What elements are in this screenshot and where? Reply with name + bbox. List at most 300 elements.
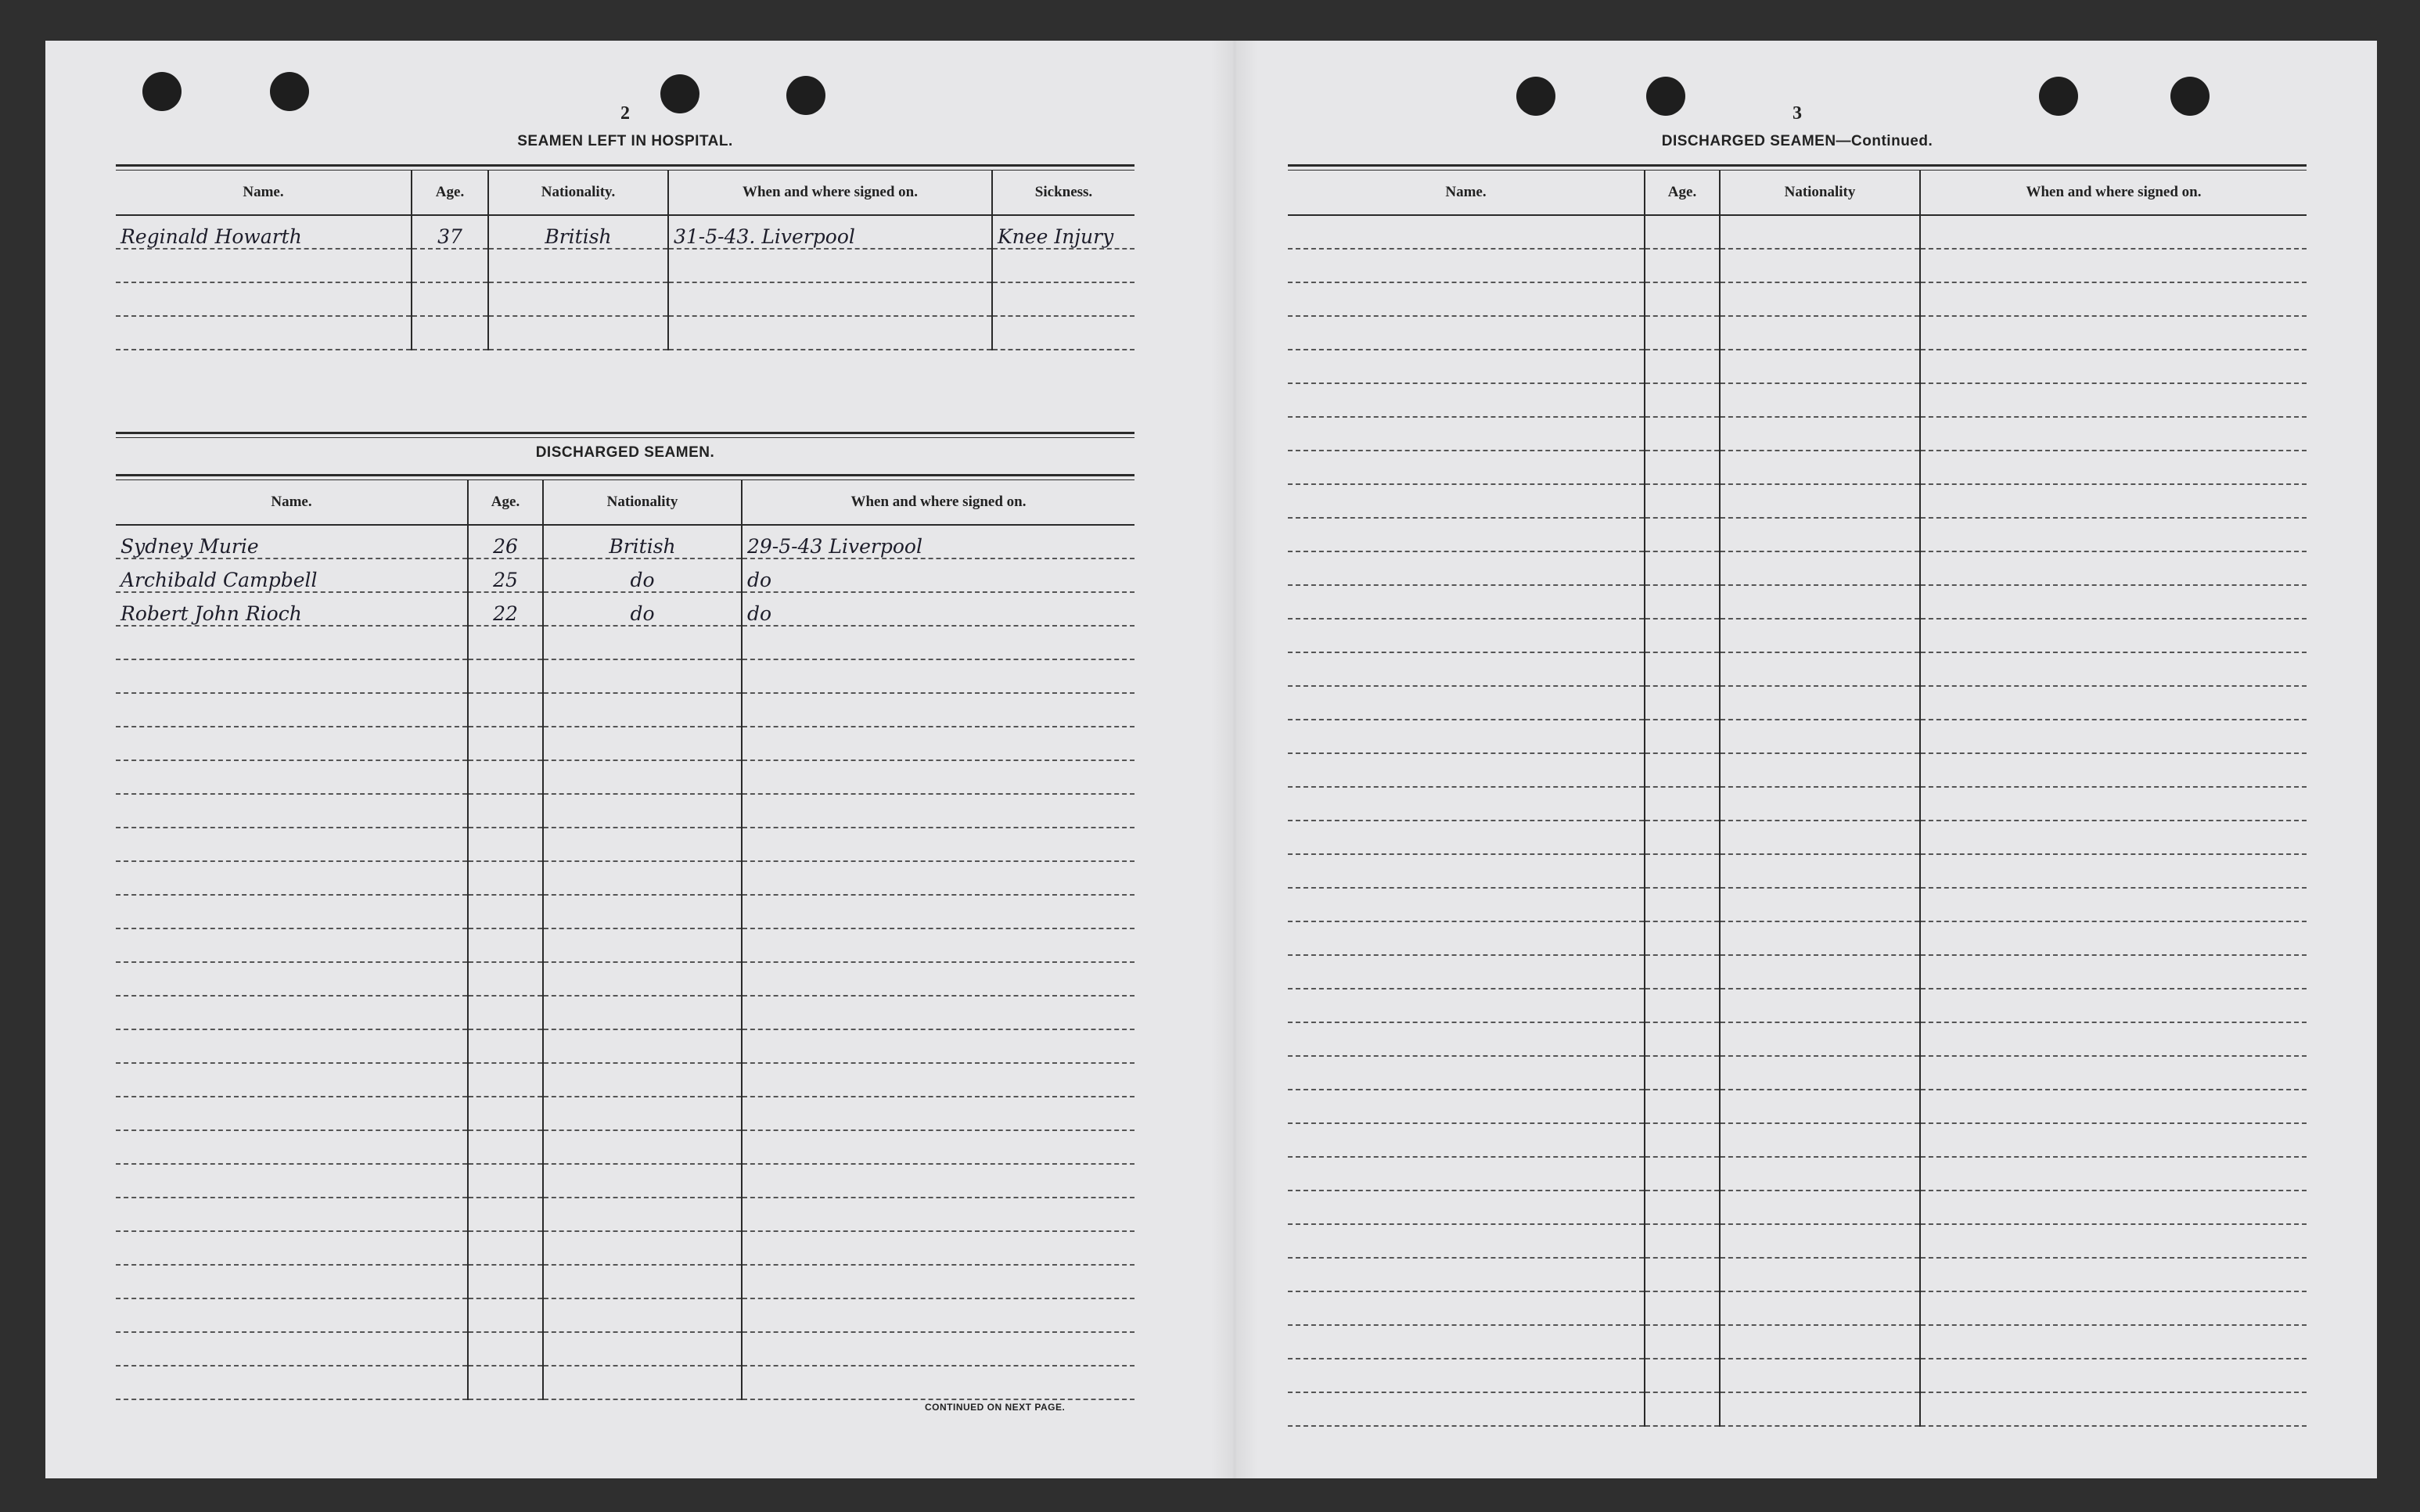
- table-cell: [1645, 955, 1720, 989]
- table-cell: [742, 794, 1134, 828]
- table-cell: [1288, 282, 1645, 316]
- table-row: [116, 558, 1134, 592]
- table-cell: [468, 895, 543, 928]
- table-cell: [1645, 1392, 1720, 1426]
- table-cell: [1720, 484, 1920, 518]
- table-cell: [412, 249, 488, 282]
- table-row: [116, 1063, 1134, 1097]
- table-cell: [116, 727, 468, 760]
- table-cell: [1920, 1123, 2307, 1157]
- table-cell: [1920, 1090, 2307, 1123]
- table-cell: [116, 316, 412, 350]
- table-row: [1288, 1325, 2307, 1359]
- table-cell: [1920, 720, 2307, 753]
- table-cell: [742, 1164, 1134, 1198]
- table-cell: [1645, 417, 1720, 451]
- table-cell: [468, 1265, 543, 1298]
- table-cell: [1920, 652, 2307, 686]
- table-cell: [1645, 585, 1720, 619]
- table-cell: [1720, 619, 1920, 652]
- table-row: [1288, 787, 2307, 821]
- table-cell: [1288, 518, 1645, 551]
- page-fold: [1211, 41, 1258, 1478]
- table-cell: [1645, 350, 1720, 383]
- table-cell: [468, 693, 543, 727]
- table-cell: [543, 693, 742, 727]
- table-row: [1288, 350, 2307, 383]
- table-cell: [1720, 383, 1920, 417]
- table-cell: Reginald Howarth: [116, 215, 412, 249]
- table-cell: [742, 928, 1134, 962]
- table-cell: [1288, 1090, 1645, 1123]
- discharged-continued-table: [1288, 171, 2307, 1427]
- table-row: [1288, 821, 2307, 854]
- table-cell: [742, 1063, 1134, 1097]
- table-row: [1288, 451, 2307, 484]
- column-header: Nationality.: [488, 171, 668, 215]
- table-cell: [1920, 484, 2307, 518]
- table-cell: [1920, 854, 2307, 888]
- table-cell: [1920, 955, 2307, 989]
- table-cell: 31-5-43. Liverpool: [668, 215, 992, 249]
- table-cell: [1920, 551, 2307, 585]
- table-cell: [1645, 316, 1720, 350]
- table-cell: [543, 1097, 742, 1130]
- table-cell: [468, 828, 543, 861]
- table-cell: [543, 1130, 742, 1164]
- table-cell: [1720, 1325, 1920, 1359]
- table-row: [116, 1130, 1134, 1164]
- table-cell: [668, 282, 992, 316]
- table-cell: [1645, 383, 1720, 417]
- table-cell: [1720, 215, 1920, 249]
- table-cell: [543, 1164, 742, 1198]
- table-row: [1288, 1359, 2307, 1392]
- table-cell: [1645, 451, 1720, 484]
- table-row: [116, 1332, 1134, 1366]
- table-cell: [116, 861, 468, 895]
- table-cell: do: [742, 592, 1134, 626]
- column-header: Age.: [1645, 171, 1720, 215]
- table-cell: [412, 316, 488, 350]
- table-cell: [1920, 619, 2307, 652]
- hospital-section-title: SEAMEN LEFT IN HOSPITAL.: [517, 133, 733, 149]
- table-cell: [742, 626, 1134, 659]
- table-cell: [116, 693, 468, 727]
- table-cell: 29-5-43 Liverpool: [742, 525, 1134, 558]
- table-cell: [742, 659, 1134, 693]
- table-cell: [1920, 686, 2307, 720]
- table-cell: [543, 1063, 742, 1097]
- table-row: [1288, 989, 2307, 1022]
- table-row: [116, 895, 1134, 928]
- table-cell: [742, 828, 1134, 861]
- table-row: [1288, 1123, 2307, 1157]
- table-cell: [1288, 350, 1645, 383]
- table-row: [116, 828, 1134, 861]
- column-header: Sickness.: [992, 171, 1134, 215]
- table-row: [1288, 888, 2307, 921]
- table-cell: [1645, 249, 1720, 282]
- table-cell: [1645, 1022, 1720, 1056]
- table-row: [1288, 1258, 2307, 1291]
- table-cell: [468, 1298, 543, 1332]
- table-row: [116, 693, 1134, 727]
- table-row: [1288, 518, 2307, 551]
- table-cell: [1920, 1157, 2307, 1191]
- table-cell: [116, 1332, 468, 1366]
- table-cell: [543, 1332, 742, 1366]
- table-cell: [1720, 1392, 1920, 1426]
- table-cell: [1288, 619, 1645, 652]
- table-row: [1288, 921, 2307, 955]
- table-cell: [543, 828, 742, 861]
- table-row: [1288, 686, 2307, 720]
- table-cell: [1288, 989, 1645, 1022]
- table-cell: [543, 895, 742, 928]
- table-cell: [1288, 1392, 1645, 1426]
- table-cell: [1645, 1359, 1720, 1392]
- table-cell: [1645, 720, 1720, 753]
- table-cell: [468, 727, 543, 760]
- table-cell: [1720, 921, 1920, 955]
- table-row: [116, 794, 1134, 828]
- column-header: Name.: [1288, 171, 1645, 215]
- table-cell: [1645, 753, 1720, 787]
- table-row: [1288, 854, 2307, 888]
- table-cell: [116, 626, 468, 659]
- table-row: [116, 626, 1134, 659]
- column-header: Age.: [412, 171, 488, 215]
- table-cell: [1720, 753, 1920, 787]
- table-cell: [116, 996, 468, 1029]
- table-cell: [1920, 215, 2307, 249]
- table-row: [1288, 1157, 2307, 1191]
- table-cell: [468, 1231, 543, 1265]
- table-cell: [742, 727, 1134, 760]
- table-row: [116, 659, 1134, 693]
- table-cell: [468, 1063, 543, 1097]
- table-cell: [742, 895, 1134, 928]
- section-rule: [116, 164, 1134, 171]
- table-cell: [468, 962, 543, 996]
- table-row: [116, 928, 1134, 962]
- discharged-section-title: DISCHARGED SEAMEN.: [535, 444, 715, 461]
- table-cell: [468, 1366, 543, 1399]
- table-cell: [1288, 720, 1645, 753]
- table-cell: [1720, 686, 1920, 720]
- table-cell: [1288, 484, 1645, 518]
- table-row: [1288, 619, 2307, 652]
- table-cell: [468, 1332, 543, 1366]
- table-cell: 26: [468, 525, 543, 558]
- table-cell: [468, 659, 543, 693]
- table-cell: [1645, 1090, 1720, 1123]
- table-cell: British: [488, 215, 668, 249]
- table-cell: [543, 1198, 742, 1231]
- table-cell: [1288, 888, 1645, 921]
- table-cell: 37: [412, 215, 488, 249]
- table-cell: [1645, 821, 1720, 854]
- table-cell: [1645, 652, 1720, 686]
- table-cell: [116, 928, 468, 962]
- left-page: [116, 41, 1134, 1478]
- column-header: Age.: [468, 480, 543, 525]
- table-cell: [1720, 1258, 1920, 1291]
- discharged-continued-title: DISCHARGED SEAMEN—Continued.: [1661, 133, 1933, 149]
- table-row: [1288, 249, 2307, 282]
- section-rule: [116, 474, 1134, 480]
- table-cell: [543, 794, 742, 828]
- table-cell: [1645, 518, 1720, 551]
- continued-note: CONTINUED ON NEXT PAGE.: [925, 1402, 1066, 1413]
- table-cell: [468, 1097, 543, 1130]
- table-row: [116, 316, 1134, 350]
- table-cell: [543, 760, 742, 794]
- table-cell: [543, 1029, 742, 1063]
- table-cell: [1720, 821, 1920, 854]
- table-cell: [1720, 417, 1920, 451]
- table-cell: [488, 316, 668, 350]
- table-cell: [1920, 1392, 2307, 1426]
- table-cell: [116, 1366, 468, 1399]
- table-cell: [116, 1298, 468, 1332]
- table-cell: Knee Injury: [992, 215, 1134, 249]
- table-cell: [1720, 249, 1920, 282]
- table-row: [116, 760, 1134, 794]
- table-cell: [468, 928, 543, 962]
- table-cell: [1920, 1291, 2307, 1325]
- table-cell: [116, 1198, 468, 1231]
- page-number: 2: [620, 103, 630, 124]
- table-cell: [1720, 720, 1920, 753]
- table-cell: [1645, 551, 1720, 585]
- table-cell: [1645, 1056, 1720, 1090]
- table-cell: [1288, 417, 1645, 451]
- table-cell: [1920, 282, 2307, 316]
- table-row: [116, 249, 1134, 282]
- table-cell: [1288, 585, 1645, 619]
- table-cell: [116, 1164, 468, 1198]
- table-cell: [1288, 854, 1645, 888]
- table-cell: [1920, 350, 2307, 383]
- right-page: [1288, 41, 2307, 1478]
- table-cell: [1720, 316, 1920, 350]
- table-cell: [1720, 282, 1920, 316]
- table-cell: [1920, 753, 2307, 787]
- page-number: 3: [1793, 103, 1802, 124]
- table-cell: [488, 249, 668, 282]
- table-cell: [1288, 1325, 1645, 1359]
- column-header: Nationality: [543, 480, 742, 525]
- table-cell: [1288, 686, 1645, 720]
- table-cell: [543, 1298, 742, 1332]
- table-cell: [742, 996, 1134, 1029]
- table-cell: [1645, 686, 1720, 720]
- table-cell: [1920, 989, 2307, 1022]
- table-cell: [468, 760, 543, 794]
- table-cell: [1720, 652, 1920, 686]
- table-cell: [116, 1130, 468, 1164]
- table-row: [1288, 753, 2307, 787]
- table-cell: [1288, 383, 1645, 417]
- table-cell: [543, 962, 742, 996]
- table-cell: [742, 1231, 1134, 1265]
- table-cell: [742, 1198, 1134, 1231]
- table-cell: [1645, 484, 1720, 518]
- table-cell: [116, 1231, 468, 1265]
- table-cell: [1720, 955, 1920, 989]
- table-cell: [543, 659, 742, 693]
- column-header: When and where signed on.: [742, 480, 1134, 525]
- hospital-table: [116, 171, 1134, 350]
- table-cell: [1288, 753, 1645, 787]
- table-cell: [1920, 1056, 2307, 1090]
- table-cell: [668, 316, 992, 350]
- table-cell: [468, 1029, 543, 1063]
- table-cell: [468, 1130, 543, 1164]
- table-row: [1288, 652, 2307, 686]
- table-cell: [1720, 1157, 1920, 1191]
- table-cell: [1920, 417, 2307, 451]
- table-cell: [742, 1265, 1134, 1298]
- table-row: [1288, 1392, 2307, 1426]
- table-cell: [543, 996, 742, 1029]
- table-cell: [1288, 787, 1645, 821]
- table-cell: [1645, 888, 1720, 921]
- table-cell: [1720, 854, 1920, 888]
- table-cell: [116, 249, 412, 282]
- table-cell: [468, 1198, 543, 1231]
- table-cell: [1720, 989, 1920, 1022]
- table-row: [116, 861, 1134, 895]
- table-cell: [742, 1332, 1134, 1366]
- column-header: Nationality: [1720, 171, 1920, 215]
- table-cell: [116, 282, 412, 316]
- table-cell: [116, 1063, 468, 1097]
- table-cell: [543, 928, 742, 962]
- table-cell: [543, 861, 742, 895]
- table-cell: [1288, 1022, 1645, 1056]
- table-cell: [1920, 249, 2307, 282]
- table-cell: [1920, 585, 2307, 619]
- table-cell: [543, 727, 742, 760]
- table-cell: [1288, 1359, 1645, 1392]
- table-cell: [1720, 888, 1920, 921]
- table-row: [116, 1298, 1134, 1332]
- table-row: [1288, 1191, 2307, 1224]
- table-cell: [1645, 1291, 1720, 1325]
- table-row: [116, 525, 1134, 558]
- table-cell: [412, 282, 488, 316]
- table-cell: [1920, 1224, 2307, 1258]
- table-cell: [543, 626, 742, 659]
- table-row: [116, 727, 1134, 760]
- table-cell: 22: [468, 592, 543, 626]
- table-cell: [116, 659, 468, 693]
- table-cell: [1645, 619, 1720, 652]
- table-cell: British: [543, 525, 742, 558]
- table-cell: [742, 1097, 1134, 1130]
- table-cell: [992, 316, 1134, 350]
- table-cell: [116, 962, 468, 996]
- table-cell: [1720, 551, 1920, 585]
- table-cell: [543, 1231, 742, 1265]
- table-cell: [1920, 383, 2307, 417]
- table-row: [1288, 1056, 2307, 1090]
- table-cell: [116, 895, 468, 928]
- table-row: [1288, 484, 2307, 518]
- table-row: [116, 1198, 1134, 1231]
- table-cell: [992, 249, 1134, 282]
- table-cell: [1288, 215, 1645, 249]
- table-cell: [1288, 249, 1645, 282]
- table-cell: [1720, 518, 1920, 551]
- table-cell: [1720, 1123, 1920, 1157]
- table-cell: [1645, 1224, 1720, 1258]
- table-cell: [468, 996, 543, 1029]
- table-cell: [742, 760, 1134, 794]
- table-cell: [1288, 921, 1645, 955]
- table-cell: [1720, 1224, 1920, 1258]
- table-cell: [1720, 1359, 1920, 1392]
- table-cell: [1288, 1123, 1645, 1157]
- table-cell: [1720, 585, 1920, 619]
- table-row: [1288, 1090, 2307, 1123]
- table-cell: [1645, 1325, 1720, 1359]
- table-cell: do: [543, 592, 742, 626]
- table-cell: [1288, 1224, 1645, 1258]
- table-cell: [1645, 854, 1720, 888]
- table-cell: [1645, 787, 1720, 821]
- table-cell: [1645, 1157, 1720, 1191]
- table-cell: [116, 794, 468, 828]
- table-cell: [742, 1298, 1134, 1332]
- discharged-table: [116, 480, 1134, 1400]
- table-cell: [468, 861, 543, 895]
- column-header: When and where signed on.: [668, 171, 992, 215]
- table-row: [116, 996, 1134, 1029]
- table-cell: [1720, 1056, 1920, 1090]
- table-cell: [468, 794, 543, 828]
- table-row: [116, 592, 1134, 626]
- table-cell: [116, 760, 468, 794]
- table-cell: [116, 1265, 468, 1298]
- table-cell: Sydney Murie: [116, 525, 468, 558]
- table-row: [116, 215, 1134, 249]
- table-cell: [1288, 821, 1645, 854]
- table-cell: [1645, 1258, 1720, 1291]
- table-cell: [1920, 1258, 2307, 1291]
- table-cell: [1288, 1157, 1645, 1191]
- table-cell: [1645, 989, 1720, 1022]
- table-cell: [116, 828, 468, 861]
- table-cell: [742, 693, 1134, 727]
- table-cell: [1645, 1123, 1720, 1157]
- section-rule: [116, 432, 1134, 438]
- table-cell: Archibald Campbell: [116, 558, 468, 592]
- table-row: [1288, 417, 2307, 451]
- table-cell: [116, 1029, 468, 1063]
- table-row: [1288, 383, 2307, 417]
- table-cell: [1920, 1022, 2307, 1056]
- table-row: [116, 1366, 1134, 1399]
- table-row: [1288, 1224, 2307, 1258]
- table-row: [116, 1231, 1134, 1265]
- table-cell: [1920, 1359, 2307, 1392]
- table-cell: [1720, 1090, 1920, 1123]
- table-cell: [1288, 1191, 1645, 1224]
